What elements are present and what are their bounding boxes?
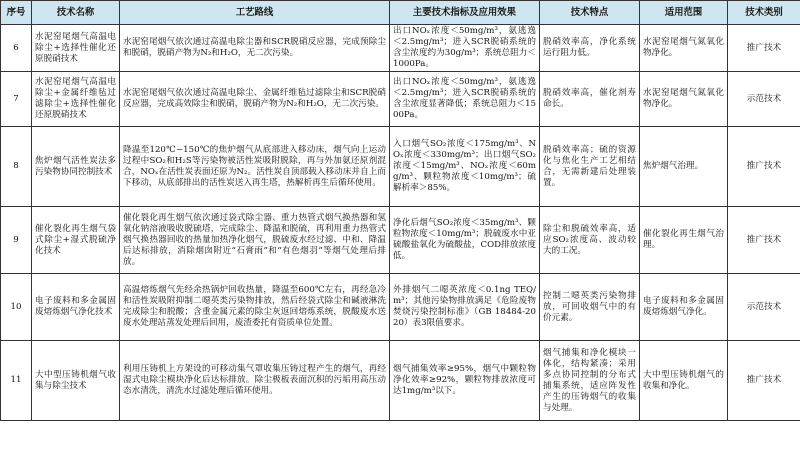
cell-category: 推广技术 — [728, 127, 800, 207]
cell-route: 高温熔炼烟气先经余热锅炉回收热量，降温至600℃左右，再经急冷和活性炭吸附抑制二噁英类污染物排放，然后经袋式除尘和碱液淋洗完成除尘和脱酸；含重金属元素的除尘灰返回熔炼系统，脱酸废水送废水处理站蒸发处理后回用，废渣委托有资质单位处置。 — [120, 274, 390, 341]
table-row — [1, 25, 800, 72]
cell-scope: 大中型压铸机烟气的收集和净化。 — [640, 341, 728, 421]
cell-num: 7 — [1, 72, 32, 127]
header-metric: 主要技术指标及应用效果 — [390, 1, 540, 25]
cell-name: 水泥窑尾烟气高温电除尘+选择性催化还原脱硝技术 — [32, 25, 120, 72]
table-row — [1, 207, 800, 274]
header-route: 工艺路线 — [120, 1, 390, 25]
cell-scope: 水泥窑尾烟气氮氧化物净化。 — [640, 25, 728, 72]
cell-route: 水泥窑尾烟气依次通过高温电除尘、金属纤维毡过滤除尘和SCR脱硝反应器，完成高效除尘和脱硝，脱硝产物为N₂和H₂O，无二次污染。 — [120, 72, 390, 127]
header-scope: 适用范围 — [640, 1, 728, 25]
cell-metric: 烟气捕集效率≥95%，烟气中颗粒物净化效率≥92%，颗粒物排放浓度可达1mg/m³以下。 — [390, 341, 540, 421]
table-row — [1, 72, 800, 127]
cell-metric: 入口烟气SO₂浓度＜175mg/m³、NOₓ浓度＜330mg/m³；出口烟气SO₂浓度＜15mg/m³、NOₓ浓度＜60mg/m³、颗粒物浓度＜10mg/m³；硫解析率＞85%。 — [390, 127, 540, 207]
cell-feature: 烟气捕集和净化模块一体化，结构紧凑；采用多点协同控制的分布式捕集系统，适应阵发性产生的压铸烟气的收集与处理。 — [540, 341, 640, 421]
cell-feature: 脱硝效率高，净化系统运行阻力低。 — [540, 25, 640, 72]
cell-route: 降温至120℃~150℃的焦炉烟气从底部进入移动床，烟气向上运动过程中SO₂和H₂S等污染物被活性炭吸附脱除，再与外加氨还原剂混合，NOₓ在活性炭表面还原为N₂。活性炭自顶部载入移动床并自上而下移动，从底部排出的活性炭送入再生塔，热解析再生后循环使用。 — [120, 127, 390, 207]
header-row — [1, 1, 800, 25]
cell-feature: 除尘和脱硫效率高，适应SO₂浓度高、波动较大的工况。 — [540, 207, 640, 274]
cell-feature: 脱硝效率高；硫的资源化与焦化生产工艺相结合，无需新建后处理装置。 — [540, 127, 640, 207]
cell-feature: 脱硝效率高，催化剂寿命长。 — [540, 72, 640, 127]
header-name: 技术名称 — [32, 1, 120, 25]
cell-name: 焦炉烟气活性炭法多污染物协同控制技术 — [32, 127, 120, 207]
cell-scope: 电子废料和多金属固废熔炼烟气净化。 — [640, 274, 728, 341]
cell-name: 大中型压铸机烟气收集与除尘技术 — [32, 341, 120, 421]
cell-name: 催化裂化再生烟气袋式除尘+湿式脱硫净化技术 — [32, 207, 120, 274]
header-feature: 技术特点 — [540, 1, 640, 25]
cell-metric: 外排烟气二噁英浓度＜0.1ng TEQ/m³；其他污染物排放满足《危险废物焚烧污染控制标准》（GB 18484-2020）表3限值要求。 — [390, 274, 540, 341]
cell-category: 示范技术 — [728, 274, 800, 341]
cell-scope: 催化裂化再生烟气治理。 — [640, 207, 728, 274]
cell-num: 8 — [1, 127, 32, 207]
table-row — [1, 274, 800, 341]
cell-category: 推广技术 — [728, 207, 800, 274]
cell-num: 10 — [1, 274, 32, 341]
cell-route: 水泥窑尾烟气依次通过高温电除尘器和SCR脱硝反应器，完成预除尘和脱硝，脱硝产物为N₂和H₂O，无二次污染。 — [120, 25, 390, 72]
cell-route: 利用压铸机上方架设的可移动集气罩收集压铸过程产生的烟气，再经湿式电除尘模块净化后达标排放。除尘极板表面沉积的污垢用高压动态水清洗，清洗水过滤处理后循环使用。 — [120, 341, 390, 421]
cell-category: 推广技术 — [728, 25, 800, 72]
cell-scope: 焦炉烟气治理。 — [640, 127, 728, 207]
cell-metric: 出口NOₓ浓度＜50mg/m³，氨逃逸＜2.5mg/m³；进入SCR脱硝系统的含尘浓度约为30g/m³；系统总阻力＜1000Pa。 — [390, 25, 540, 72]
cell-name: 电子废料和多金属固废熔炼烟气净化技术 — [32, 274, 120, 341]
cell-name: 水泥窑尾烟气高温电除尘+金属纤维毡过滤除尘+选择性催化还原脱硝技术 — [32, 72, 120, 127]
cell-num: 11 — [1, 341, 32, 421]
cell-metric: 出口NOₓ浓度＜50mg/m³，氨逃逸＜2.5mg/m³；进入SCR脱硝系统的含尘浓度显著降低；系统总阻力＜1500Pa。 — [390, 72, 540, 127]
table-row — [1, 127, 800, 207]
header-category: 技术类别 — [728, 1, 800, 25]
cell-metric: 净化后烟气SO₂浓度＜35mg/m³、颗粒物浓度＜10mg/m³；脱硫废水中亚硫酸盐氧化为硫酸盐，COD排放浓度低。 — [390, 207, 540, 274]
cell-route: 催化裂化再生烟气依次通过袋式除尘器、重力热管式烟气换热器和氢氧化钠溶液吸收脱硫塔，完成除尘、降温和脱硫，再利用重力热管式烟气换热器回收的热量加热净化烟气，脱硫废水经过滤、中和、降温后达标排放，消除烟囱附近“石膏雨”和“有色烟羽”等烟气处理后排放。 — [120, 207, 390, 274]
cell-category: 推广技术 — [728, 341, 800, 421]
cell-feature: 控制二噁英类污染物排放，可回收烟气中的有价元素。 — [540, 274, 640, 341]
table-row — [1, 341, 800, 421]
header-num: 序号 — [1, 1, 32, 25]
cell-category: 示范技术 — [728, 72, 800, 127]
cell-num: 6 — [1, 25, 32, 72]
cell-num: 9 — [1, 207, 32, 274]
cell-scope: 水泥窑尾烟气氮氧化物净化。 — [640, 72, 728, 127]
